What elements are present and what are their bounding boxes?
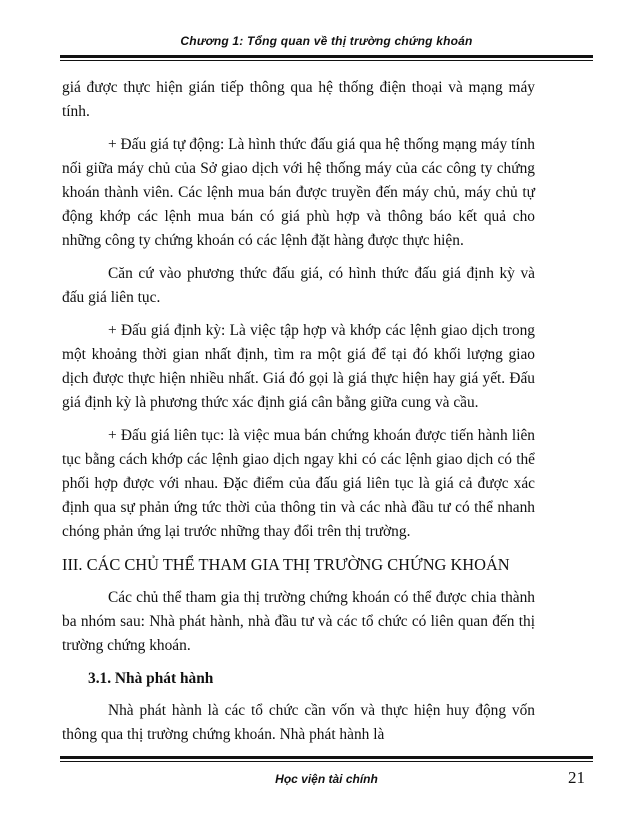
paragraph-auction-methods: Căn cứ vào phương thức đấu giá, có hình thức đấu giá định kỳ và đấu giá liên tục. (62, 265, 535, 306)
paragraph-continuous-auction: + Đấu giá liên tục: là việc mua bán chứng khoán được tiến hành liên tục bằng cách khớp các lệnh giao dịch ngay khi có các lệnh giao dịch có thể phối hợp được với nhau. Đặc điểm của đấu giá liên tục là giá cả được xác định qua sự phản ứng tức thời của thông tin và các nhà đầu tư có thể nhanh chóng phản ứng lại trước những thay đổi trên thị trường. (62, 427, 535, 540)
footer-rule-thick (60, 756, 593, 759)
footer-institution: Học viện tài chính (275, 772, 378, 786)
section-heading: III. CÁC CHỦ THỂ THAM GIA THỊ TRƯỜNG CHỨNG KHOÁN (62, 555, 510, 574)
footer-rule-thin (60, 761, 593, 762)
running-header-title: Chương 1: Tổng quan về thị trường chứng khoán (180, 34, 473, 48)
page-body (62, 76, 535, 756)
paragraph-participants: Các chủ thể tham gia thị trường chứng khoán có thể được chia thành ba nhóm sau: Nhà phát hành, nhà đầu tư và các tổ chức có liên quan đến thị trường chứng khoán. (62, 589, 535, 654)
page-number: 21 (568, 768, 585, 787)
paragraph-periodic-auction: + Đấu giá định kỳ: Là việc tập hợp và khớp các lệnh giao dịch trong một khoảng thời gian nhất định, tìm ra một giá để tại đó khối lượng giao dịch được thực hiện nhiều nhất. Giá đó gọi là giá thực hiện hay giá yết. Đấu giá định kỳ là phương thức xác định giá cân bằng giữa cung và cầu. (62, 322, 535, 411)
subsection-heading: 3.1. Nhà phát hành (88, 670, 214, 687)
header-rule-thick (60, 55, 593, 58)
paragraph-issuer: Nhà phát hành là các tổ chức cần vốn và thực hiện huy động vốn thông qua thị trường chứng khoán. Nhà phát hành là (62, 702, 535, 743)
page-footer (60, 756, 593, 796)
paragraph-continued: giá được thực hiện gián tiếp thông qua hệ thống điện thoại và mạng máy tính. (62, 79, 535, 120)
header-rule-thin (60, 60, 593, 61)
page-header (60, 28, 593, 62)
paragraph-auto-auction: + Đấu giá tự động: Là hình thức đấu giá qua hệ thống mạng máy tính nối giữa máy chủ của Sở giao dịch với hệ thống máy của các công ty chứng khoán thành viên. Các lệnh mua bán được truyền đến máy chủ, máy chủ tự động khớp các lệnh mua bán có giá phù hợp và thông báo kết quả cho những công ty chứng khoán có các lệnh đặt hàng được thực hiện. (62, 136, 535, 249)
